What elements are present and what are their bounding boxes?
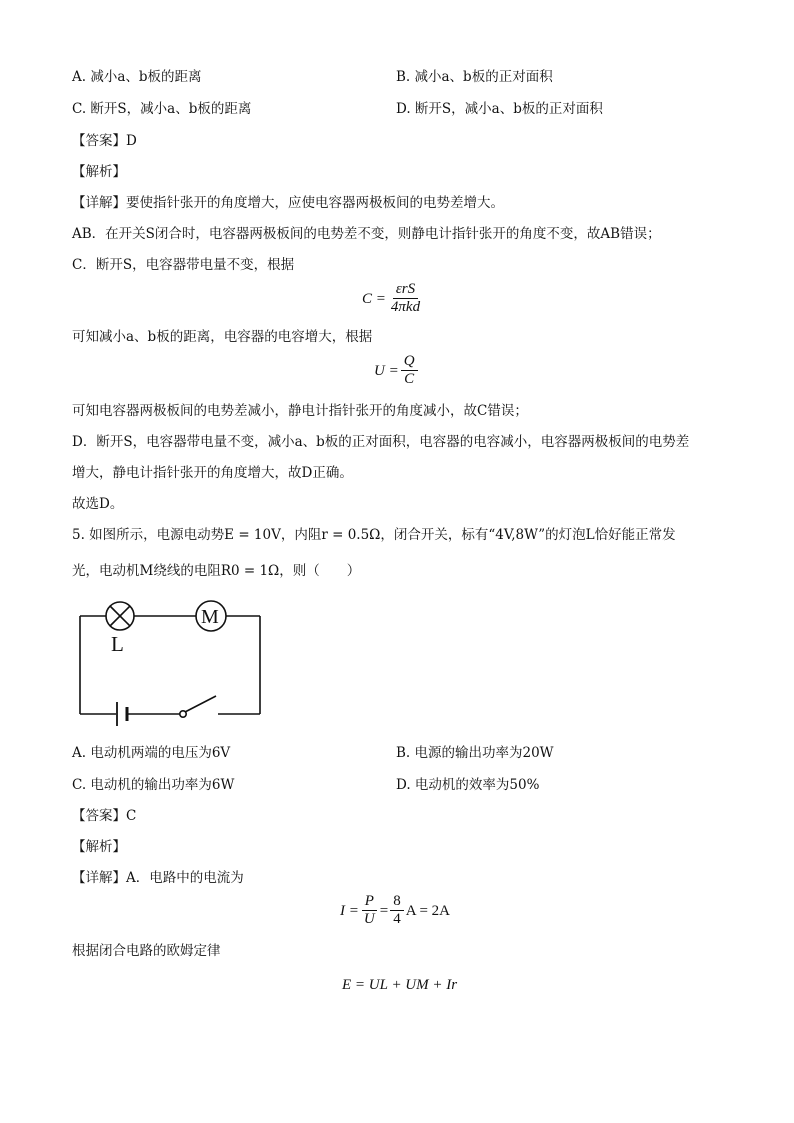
q4-detail: 【详解】要使指针张开的角度增大，应使电容器两极板间的电势差增大。: [72, 195, 504, 211]
q5-stem-line-2: 光，电动机M绕线的电阻R0 = 1Ω，则（ ）: [72, 563, 361, 579]
formula3-fraction-2: [390, 893, 404, 928]
q4-option-a: A. 减小a、b板的距离: [72, 69, 202, 85]
formula3-numerator-1: P: [362, 893, 377, 911]
capacitance-formula: [362, 281, 425, 316]
q5-option-d: D. 电动机的效率为50%: [396, 777, 540, 793]
switch-lever: [185, 696, 216, 712]
ohm-law-intro: 根据闭合电路的欧姆定律: [72, 943, 221, 959]
formula2-numerator: Q: [401, 353, 418, 371]
formula1-numerator: εrS: [393, 281, 418, 299]
q4-choose: 故选D。: [72, 496, 124, 512]
q5-answer: 【答案】C: [72, 808, 137, 824]
ohm-law-formula: E = UL + UM + Ir: [342, 977, 458, 993]
formula2-lhs: U =: [374, 362, 399, 379]
q4-c-explanation: C．断开S，电容器带电量不变，根据: [72, 257, 295, 273]
formula1-denominator: 4πkd: [390, 299, 421, 315]
formula1-fraction: [388, 281, 423, 316]
formula3-denominator-2: 4: [393, 911, 401, 927]
q4-c-explanation-3: 可知电容器两极板间的电势差减小，静电计指针张开的角度减小，故C错误；: [72, 403, 528, 419]
q5-option-c: C. 电动机的输出功率为6W: [72, 777, 235, 793]
formula3-lhs: I =: [340, 902, 359, 919]
circuit-diagram: [70, 596, 270, 728]
q4-d-explanation-2: 增大，静电计指针张开的角度增大，故D正确。: [72, 465, 353, 481]
q4-d-explanation-1: D．断开S，电容器带电量不变，减小a、b板的正对面积，电容器的电容减小，电容器两极板间的电势差: [72, 434, 690, 450]
q4-ab-explanation: AB．在开关S闭合时，电容器两极板间的电势差不变，则静电计指针张开的角度不变，故AB错误；: [72, 226, 661, 242]
formula3-fraction-1: [361, 893, 378, 928]
formula3-rhs: A = 2A: [405, 902, 450, 919]
motor-label: M: [201, 606, 219, 628]
q4-answer: 【答案】D: [72, 133, 137, 149]
q5-analysis-heading: 【解析】: [72, 839, 126, 855]
q4-option-d: D. 断开S，减小a、b板的正对面积: [396, 101, 603, 117]
lamp-label: L: [111, 632, 124, 656]
q4-analysis-heading: 【解析】: [72, 164, 126, 180]
formula3-numerator-2: 8: [390, 893, 404, 911]
q5-stem-line-1: 5. 如图所示，电源电动势E = 10V，内阻r = 0.5Ω，闭合开关，标有“4V,8W”的灯泡L恰好能正常发: [72, 527, 676, 543]
formula3-denominator-1: U: [363, 911, 375, 927]
q5-detail: 【详解】A．电路中的电流为: [72, 870, 244, 886]
q4-option-c: C. 断开S，减小a、b板的距离: [72, 101, 252, 117]
q5-option-b: B. 电源的输出功率为20W: [396, 745, 554, 761]
q5-option-a: A. 电动机两端的电压为6V: [72, 745, 231, 761]
formula1-lhs: C =: [362, 290, 386, 307]
formula3-equals: =: [379, 902, 389, 919]
formula2-denominator: C: [404, 371, 415, 387]
current-formula: [340, 893, 450, 928]
q4-option-b: B. 减小a、b板的正对面积: [396, 69, 553, 85]
voltage-formula: [374, 353, 420, 388]
formula2-fraction: [401, 353, 418, 388]
q4-c-explanation-2: 可知减小a、b板的距离，电容器的电容增大，根据: [72, 329, 373, 345]
